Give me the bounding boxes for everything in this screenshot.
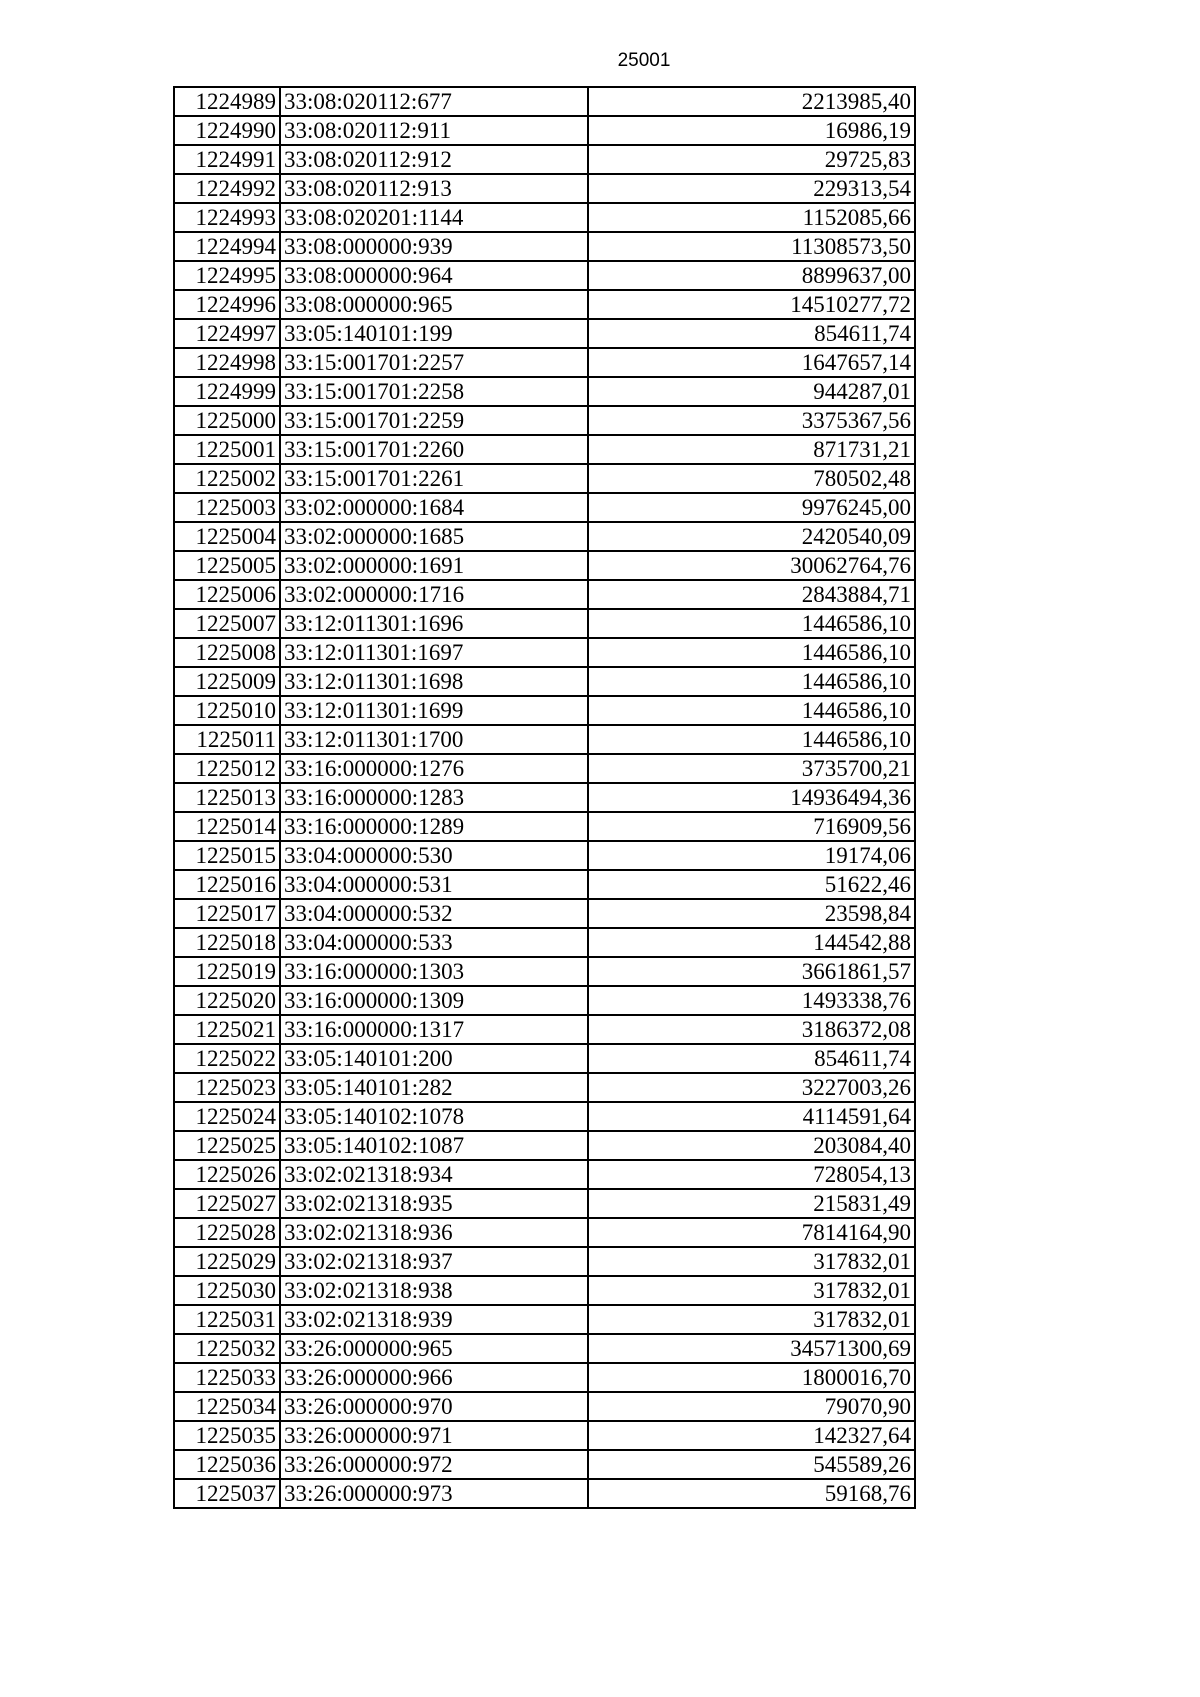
cadastral-number-cell: 33:15:001701:2259 — [280, 406, 588, 435]
value-cell: 728054,13 — [588, 1160, 915, 1189]
cadastral-number-cell: 33:15:001701:2257 — [280, 348, 588, 377]
row-id-cell: 1225016 — [174, 870, 280, 899]
cadastral-number-cell: 33:02:021318:934 — [280, 1160, 588, 1189]
row-id-cell: 1225012 — [174, 754, 280, 783]
table-row — [174, 464, 915, 493]
row-id-cell: 1224995 — [174, 261, 280, 290]
value-cell: 1446586,10 — [588, 609, 915, 638]
cadastral-number-cell: 33:26:000000:970 — [280, 1392, 588, 1421]
cadastral-number-cell: 33:16:000000:1303 — [280, 957, 588, 986]
row-id-cell: 1225027 — [174, 1189, 280, 1218]
value-cell: 2843884,71 — [588, 580, 915, 609]
cadastral-number-cell: 33:16:000000:1317 — [280, 1015, 588, 1044]
value-cell: 144542,88 — [588, 928, 915, 957]
value-cell: 3735700,21 — [588, 754, 915, 783]
table-row — [174, 1044, 915, 1073]
value-cell: 780502,48 — [588, 464, 915, 493]
cadastral-number-cell: 33:05:140101:200 — [280, 1044, 588, 1073]
table-row — [174, 174, 915, 203]
row-id-cell: 1225033 — [174, 1363, 280, 1392]
row-id-cell: 1225011 — [174, 725, 280, 754]
value-cell: 1446586,10 — [588, 667, 915, 696]
value-cell: 16986,19 — [588, 116, 915, 145]
table-row — [174, 377, 915, 406]
cadastral-number-cell: 33:02:021318:935 — [280, 1189, 588, 1218]
cadastral-number-cell: 33:05:140102:1078 — [280, 1102, 588, 1131]
value-cell: 59168,76 — [588, 1479, 915, 1508]
cadastral-number-cell: 33:12:011301:1696 — [280, 609, 588, 638]
row-id-cell: 1225017 — [174, 899, 280, 928]
value-cell: 3661861,57 — [588, 957, 915, 986]
table-row — [174, 232, 915, 261]
row-id-cell: 1225035 — [174, 1421, 280, 1450]
cadastral-number-cell: 33:26:000000:971 — [280, 1421, 588, 1450]
value-cell: 317832,01 — [588, 1305, 915, 1334]
row-id-cell: 1225003 — [174, 493, 280, 522]
cadastral-number-cell: 33:08:020201:1144 — [280, 203, 588, 232]
row-id-cell: 1224999 — [174, 377, 280, 406]
value-cell: 9976245,00 — [588, 493, 915, 522]
value-cell: 1493338,76 — [588, 986, 915, 1015]
row-id-cell: 1225036 — [174, 1450, 280, 1479]
value-cell: 11308573,50 — [588, 232, 915, 261]
value-cell: 79070,90 — [588, 1392, 915, 1421]
table-row — [174, 522, 915, 551]
table-row — [174, 899, 915, 928]
table-row — [174, 145, 915, 174]
row-id-cell: 1225001 — [174, 435, 280, 464]
cadastral-number-cell: 33:08:020112:913 — [280, 174, 588, 203]
registry-table — [173, 86, 916, 1509]
value-cell: 14936494,36 — [588, 783, 915, 812]
value-cell: 1647657,14 — [588, 348, 915, 377]
table-row — [174, 1479, 915, 1508]
row-id-cell: 1225000 — [174, 406, 280, 435]
row-id-cell: 1225023 — [174, 1073, 280, 1102]
value-cell: 142327,64 — [588, 1421, 915, 1450]
row-id-cell: 1225010 — [174, 696, 280, 725]
value-cell: 317832,01 — [588, 1276, 915, 1305]
cadastral-number-cell: 33:08:020112:912 — [280, 145, 588, 174]
cadastral-number-cell: 33:12:011301:1698 — [280, 667, 588, 696]
cadastral-number-cell: 33:15:001701:2258 — [280, 377, 588, 406]
table-row — [174, 580, 915, 609]
table-row — [174, 1276, 915, 1305]
row-id-cell: 1224989 — [174, 87, 280, 116]
value-cell: 854611,74 — [588, 1044, 915, 1073]
row-id-cell: 1225032 — [174, 1334, 280, 1363]
table-row — [174, 957, 915, 986]
cadastral-number-cell: 33:26:000000:972 — [280, 1450, 588, 1479]
row-id-cell: 1225004 — [174, 522, 280, 551]
cadastral-number-cell: 33:08:020112:677 — [280, 87, 588, 116]
row-id-cell: 1225014 — [174, 812, 280, 841]
table-row — [174, 667, 915, 696]
row-id-cell: 1225018 — [174, 928, 280, 957]
cadastral-number-cell: 33:08:000000:965 — [280, 290, 588, 319]
row-id-cell: 1225025 — [174, 1131, 280, 1160]
cadastral-number-cell: 33:08:020112:911 — [280, 116, 588, 145]
table-row — [174, 1305, 915, 1334]
table-row — [174, 203, 915, 232]
value-cell: 317832,01 — [588, 1247, 915, 1276]
table-row — [174, 1218, 915, 1247]
value-cell: 1446586,10 — [588, 696, 915, 725]
row-id-cell: 1225002 — [174, 464, 280, 493]
cadastral-number-cell: 33:26:000000:966 — [280, 1363, 588, 1392]
cadastral-number-cell: 33:12:011301:1697 — [280, 638, 588, 667]
cadastral-number-cell: 33:12:011301:1700 — [280, 725, 588, 754]
row-id-cell: 1225015 — [174, 841, 280, 870]
table-row — [174, 1247, 915, 1276]
row-id-cell: 1224996 — [174, 290, 280, 319]
value-cell: 23598,84 — [588, 899, 915, 928]
value-cell: 30062764,76 — [588, 551, 915, 580]
value-cell: 29725,83 — [588, 145, 915, 174]
row-id-cell: 1225019 — [174, 957, 280, 986]
table-row — [174, 1392, 915, 1421]
row-id-cell: 1225007 — [174, 609, 280, 638]
table-row — [174, 1421, 915, 1450]
value-cell: 854611,74 — [588, 319, 915, 348]
row-id-cell: 1225037 — [174, 1479, 280, 1508]
value-cell: 215831,49 — [588, 1189, 915, 1218]
row-id-cell: 1225005 — [174, 551, 280, 580]
cadastral-number-cell: 33:16:000000:1283 — [280, 783, 588, 812]
table-row — [174, 1015, 915, 1044]
cadastral-number-cell: 33:26:000000:965 — [280, 1334, 588, 1363]
value-cell: 3375367,56 — [588, 406, 915, 435]
cadastral-number-cell: 33:05:140102:1087 — [280, 1131, 588, 1160]
row-id-cell: 1225022 — [174, 1044, 280, 1073]
table-row — [174, 493, 915, 522]
cadastral-number-cell: 33:02:000000:1716 — [280, 580, 588, 609]
table-row — [174, 1189, 915, 1218]
value-cell: 8899637,00 — [588, 261, 915, 290]
cadastral-number-cell: 33:16:000000:1276 — [280, 754, 588, 783]
table-row — [174, 1102, 915, 1131]
table-row — [174, 725, 915, 754]
row-id-cell: 1225028 — [174, 1218, 280, 1247]
cadastral-number-cell: 33:16:000000:1309 — [280, 986, 588, 1015]
row-id-cell: 1224994 — [174, 232, 280, 261]
row-id-cell: 1224991 — [174, 145, 280, 174]
table-row — [174, 87, 915, 116]
cadastral-number-cell: 33:02:021318:936 — [280, 1218, 588, 1247]
value-cell: 2213985,40 — [588, 87, 915, 116]
cadastral-number-cell: 33:26:000000:973 — [280, 1479, 588, 1508]
table-row — [174, 116, 915, 145]
cadastral-number-cell: 33:02:021318:937 — [280, 1247, 588, 1276]
value-cell: 545589,26 — [588, 1450, 915, 1479]
row-id-cell: 1224998 — [174, 348, 280, 377]
cadastral-number-cell: 33:12:011301:1699 — [280, 696, 588, 725]
cadastral-number-cell: 33:15:001701:2261 — [280, 464, 588, 493]
table-row — [174, 841, 915, 870]
cadastral-number-cell: 33:02:021318:939 — [280, 1305, 588, 1334]
table-row — [174, 1363, 915, 1392]
row-id-cell: 1225031 — [174, 1305, 280, 1334]
row-id-cell: 1225034 — [174, 1392, 280, 1421]
table-row — [174, 406, 915, 435]
value-cell: 1446586,10 — [588, 638, 915, 667]
cadastral-number-cell: 33:08:000000:939 — [280, 232, 588, 261]
table-row — [174, 1334, 915, 1363]
table-row — [174, 754, 915, 783]
value-cell: 1800016,70 — [588, 1363, 915, 1392]
cadastral-number-cell: 33:02:000000:1684 — [280, 493, 588, 522]
table-row — [174, 435, 915, 464]
table-row — [174, 290, 915, 319]
row-id-cell: 1225020 — [174, 986, 280, 1015]
cadastral-number-cell: 33:02:021318:938 — [280, 1276, 588, 1305]
table-row — [174, 319, 915, 348]
table-row — [174, 1073, 915, 1102]
value-cell: 1152085,66 — [588, 203, 915, 232]
value-cell: 944287,01 — [588, 377, 915, 406]
table-row — [174, 1131, 915, 1160]
row-id-cell: 1224992 — [174, 174, 280, 203]
row-id-cell: 1225021 — [174, 1015, 280, 1044]
value-cell: 4114591,64 — [588, 1102, 915, 1131]
row-id-cell: 1225029 — [174, 1247, 280, 1276]
row-id-cell: 1224997 — [174, 319, 280, 348]
cadastral-number-cell: 33:04:000000:532 — [280, 899, 588, 928]
cadastral-number-cell: 33:05:140101:282 — [280, 1073, 588, 1102]
row-id-cell: 1225009 — [174, 667, 280, 696]
value-cell: 34571300,69 — [588, 1334, 915, 1363]
value-cell: 3227003,26 — [588, 1073, 915, 1102]
value-cell: 14510277,72 — [588, 290, 915, 319]
row-id-cell: 1224990 — [174, 116, 280, 145]
table-row — [174, 261, 915, 290]
value-cell: 229313,54 — [588, 174, 915, 203]
value-cell: 19174,06 — [588, 841, 915, 870]
cadastral-number-cell: 33:02:000000:1691 — [280, 551, 588, 580]
value-cell: 716909,56 — [588, 812, 915, 841]
row-id-cell: 1225026 — [174, 1160, 280, 1189]
row-id-cell: 1225030 — [174, 1276, 280, 1305]
cadastral-number-cell: 33:04:000000:530 — [280, 841, 588, 870]
row-id-cell: 1225024 — [174, 1102, 280, 1131]
table-row — [174, 551, 915, 580]
page-number: 25001 — [617, 50, 671, 71]
cadastral-number-cell: 33:16:000000:1289 — [280, 812, 588, 841]
value-cell: 7814164,90 — [588, 1218, 915, 1247]
cadastral-number-cell: 33:08:000000:964 — [280, 261, 588, 290]
value-cell: 203084,40 — [588, 1131, 915, 1160]
value-cell: 871731,21 — [588, 435, 915, 464]
value-cell: 51622,46 — [588, 870, 915, 899]
cadastral-number-cell: 33:02:000000:1685 — [280, 522, 588, 551]
table-row — [174, 1160, 915, 1189]
value-cell: 3186372,08 — [588, 1015, 915, 1044]
table-row — [174, 348, 915, 377]
registry-table-body — [174, 87, 915, 1508]
row-id-cell: 1224993 — [174, 203, 280, 232]
table-row — [174, 609, 915, 638]
cadastral-number-cell: 33:04:000000:531 — [280, 870, 588, 899]
row-id-cell: 1225006 — [174, 580, 280, 609]
cadastral-number-cell: 33:04:000000:533 — [280, 928, 588, 957]
table-row — [174, 870, 915, 899]
value-cell: 1446586,10 — [588, 725, 915, 754]
cadastral-number-cell: 33:05:140101:199 — [280, 319, 588, 348]
table-row — [174, 812, 915, 841]
table-row — [174, 1450, 915, 1479]
table-row — [174, 783, 915, 812]
row-id-cell: 1225013 — [174, 783, 280, 812]
table-row — [174, 928, 915, 957]
table-row — [174, 986, 915, 1015]
table-row — [174, 638, 915, 667]
row-id-cell: 1225008 — [174, 638, 280, 667]
cadastral-number-cell: 33:15:001701:2260 — [280, 435, 588, 464]
table-row — [174, 696, 915, 725]
value-cell: 2420540,09 — [588, 522, 915, 551]
